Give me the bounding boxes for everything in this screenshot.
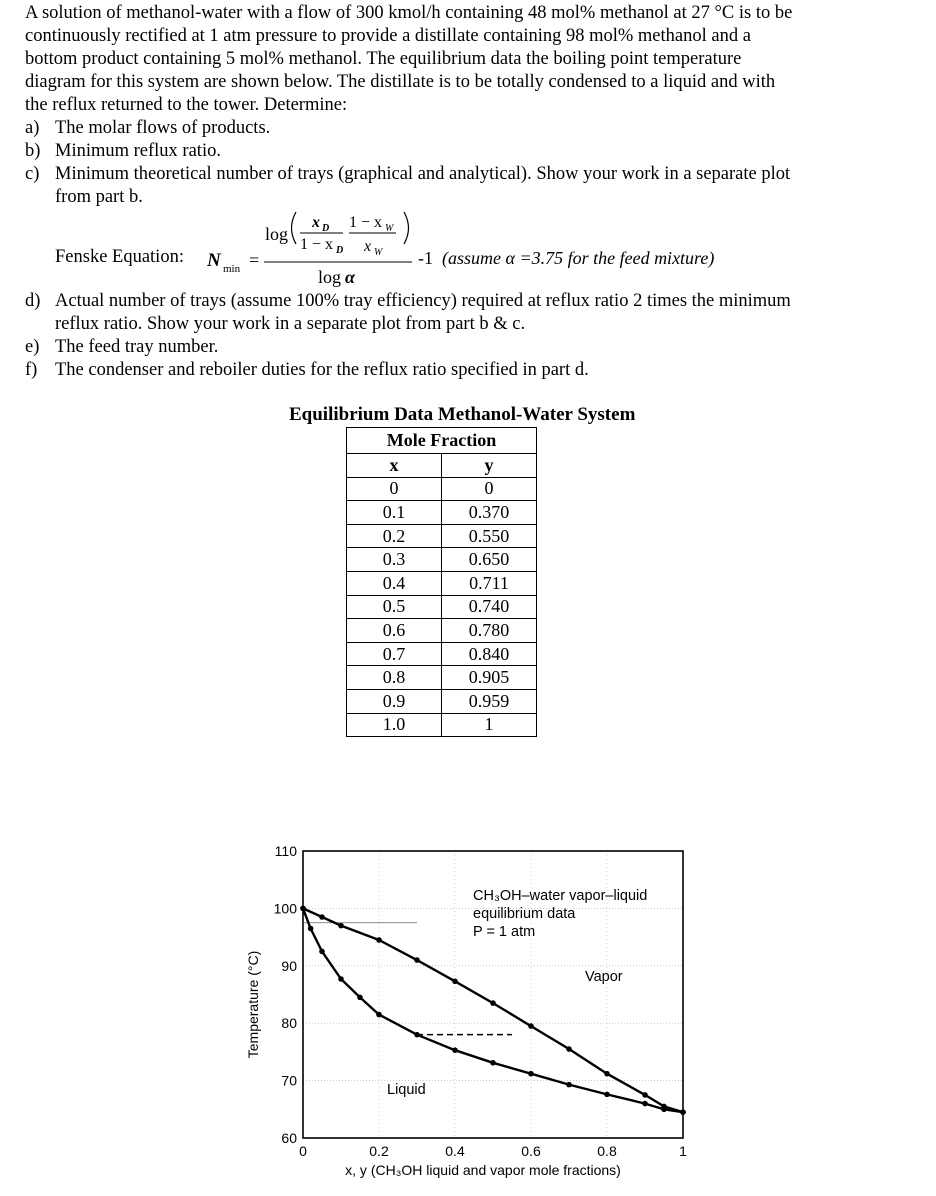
cell-y: 0.959 bbox=[442, 689, 537, 713]
n-sub: min bbox=[223, 263, 241, 275]
vapor-point bbox=[319, 914, 325, 920]
liquid-point bbox=[319, 949, 325, 955]
svg-text:D: D bbox=[336, 245, 344, 256]
intro-line: the reflux returned to the tower. Determine: bbox=[25, 95, 348, 115]
vapor-region-label: Vapor bbox=[585, 969, 623, 985]
cell-x: 0.3 bbox=[347, 548, 442, 572]
table-column-header-row bbox=[347, 454, 537, 478]
chart-annotation: P = 1 atm bbox=[473, 924, 536, 940]
svg-text:W: W bbox=[385, 223, 394, 234]
x-tick-label: 0 bbox=[299, 1143, 307, 1159]
fenske-equation bbox=[0, 0, 936, 300]
vapor-point bbox=[338, 923, 344, 929]
table-row bbox=[347, 642, 537, 666]
intro-line: diagram for this system are shown below. The distillate is to be totally condensed to a liquid and with bbox=[25, 72, 776, 92]
cell-x: 0.1 bbox=[347, 501, 442, 525]
y-tick-label: 110 bbox=[274, 843, 297, 859]
table-row bbox=[347, 595, 537, 619]
svg-text:D: D bbox=[322, 223, 330, 234]
liquid-point bbox=[357, 995, 363, 1001]
cell-y: 0.370 bbox=[442, 501, 537, 525]
cell-y: 0.740 bbox=[442, 595, 537, 619]
cell-y: 0 bbox=[442, 477, 537, 501]
intro-line: continuously rectified at 1 atm pressure to provide a distillate containing 98 mol% methanol and a bbox=[25, 26, 751, 46]
table-row bbox=[347, 689, 537, 713]
cell-y: 0.550 bbox=[442, 524, 537, 548]
question-f: f) The condenser and reboiler duties for the reflux ratio specified in part d. bbox=[25, 360, 589, 380]
question-a: a) The molar flows of products. bbox=[25, 118, 271, 138]
vapor-point bbox=[604, 1071, 610, 1077]
svg-text:W: W bbox=[374, 247, 383, 258]
vapor-point bbox=[566, 1046, 572, 1052]
x-tick-label: 1 bbox=[679, 1143, 687, 1159]
liquid-point bbox=[661, 1107, 667, 1113]
liquid-region-label: Liquid bbox=[387, 1082, 426, 1098]
vle-chart bbox=[230, 830, 700, 1185]
y-tick-label: 80 bbox=[281, 1015, 297, 1032]
cell-x: 1.0 bbox=[347, 713, 442, 737]
table-row bbox=[347, 713, 537, 737]
y-axis-label: Temperature (°C) bbox=[245, 950, 261, 1059]
table-row bbox=[347, 548, 537, 572]
xW-bottom: x bbox=[364, 238, 372, 255]
cell-x: 0.4 bbox=[347, 571, 442, 595]
vapor-point bbox=[414, 957, 420, 963]
table-row bbox=[347, 501, 537, 525]
log-numerator: log bbox=[265, 224, 289, 244]
x-tick-label: 0.4 bbox=[445, 1143, 465, 1159]
equilibrium-table bbox=[346, 427, 537, 737]
column-header-y: y bbox=[442, 454, 537, 478]
x-tick-label: 0.2 bbox=[369, 1143, 389, 1159]
vapor-point bbox=[528, 1023, 534, 1029]
one-minus-xD: 1 − x bbox=[300, 236, 334, 253]
vapor-point bbox=[376, 937, 382, 943]
intro-line: A solution of methanol-water with a flow of 300 kmol/h containing 48 mol% methanol at 27 °C is to be bbox=[25, 3, 793, 23]
left-paren bbox=[292, 212, 297, 244]
liquid-point bbox=[338, 976, 344, 982]
x-axis-label: x, y (CH₃OH liquid and vapor mole fractions) bbox=[345, 1162, 621, 1178]
fenske-note: -1 (assume α =3.75 for the feed mixture) bbox=[418, 248, 715, 268]
xD-top: x bbox=[312, 214, 320, 231]
chart-annotation: CH₃OH–water vapor–liquid bbox=[473, 888, 648, 904]
table-row bbox=[347, 666, 537, 690]
cell-x: 0.2 bbox=[347, 524, 442, 548]
liquid-point bbox=[308, 926, 314, 932]
cell-x: 0.5 bbox=[347, 595, 442, 619]
table-row bbox=[347, 477, 537, 501]
table-title: Equilibrium Data Methanol-Water System bbox=[289, 404, 636, 425]
question-e: e) The feed tray number. bbox=[25, 337, 219, 357]
x-tick-label: 0.8 bbox=[597, 1143, 617, 1159]
y-tick-label: 100 bbox=[273, 900, 297, 917]
questions-bottom bbox=[25, 290, 858, 382]
alpha-symbol: α bbox=[345, 267, 355, 287]
question-c: c) Minimum theoretical number of trays (graphical and analytical). Show your work in a separate plot from part b. bbox=[25, 164, 791, 207]
y-tick-label: 90 bbox=[281, 957, 297, 974]
liquid-point bbox=[376, 1012, 382, 1018]
vapor-point bbox=[642, 1092, 648, 1098]
fenske-label: Fenske Equation: bbox=[55, 247, 184, 267]
cell-y: 0.905 bbox=[442, 666, 537, 690]
table-row bbox=[347, 524, 537, 548]
y-tick-label: 60 bbox=[281, 1130, 297, 1146]
cell-x: 0.6 bbox=[347, 619, 442, 643]
cell-x: 0.7 bbox=[347, 642, 442, 666]
liquid-point bbox=[642, 1101, 648, 1107]
liquid-point bbox=[452, 1047, 458, 1053]
intro-line: bottom product containing 5 mol% methanol. The equilibrium data the boiling point temperature bbox=[25, 49, 742, 69]
liquid-point bbox=[490, 1060, 496, 1066]
right-paren bbox=[404, 212, 409, 244]
cell-y: 0.711 bbox=[442, 571, 537, 595]
chart-annotation: equilibrium data bbox=[473, 906, 576, 922]
vapor-point bbox=[490, 1000, 496, 1006]
question-d: d) Actual number of trays (assume 100% tray efficiency) required at reflux ratio 2 times the minimum reflux ratio. Show your work in a separate plot from part b & c. bbox=[25, 291, 791, 334]
liquid-point bbox=[528, 1071, 534, 1077]
log-denominator: log bbox=[318, 267, 342, 287]
liquid-point bbox=[680, 1109, 686, 1115]
liquid-point bbox=[604, 1092, 610, 1098]
cell-y: 0.780 bbox=[442, 619, 537, 643]
cell-x: 0 bbox=[347, 477, 442, 501]
mole-fraction-header: Mole Fraction bbox=[347, 428, 537, 454]
cell-y: 0.840 bbox=[442, 642, 537, 666]
equals-sign: = bbox=[249, 250, 260, 270]
cell-y: 1 bbox=[442, 713, 537, 737]
cell-y: 0.650 bbox=[442, 548, 537, 572]
cell-x: 0.9 bbox=[347, 689, 442, 713]
liquid-point bbox=[414, 1032, 420, 1038]
liquid-point bbox=[566, 1082, 572, 1088]
vapor-point bbox=[452, 978, 458, 984]
x-tick-label: 0.6 bbox=[521, 1143, 541, 1159]
table-row bbox=[347, 571, 537, 595]
column-header-x: x bbox=[347, 454, 442, 478]
table-row bbox=[347, 619, 537, 643]
question-b: b) Minimum reflux ratio. bbox=[25, 141, 221, 161]
cell-x: 0.8 bbox=[347, 666, 442, 690]
n-symbol: N bbox=[207, 250, 221, 271]
liquid-point bbox=[300, 906, 306, 912]
y-tick-label: 70 bbox=[281, 1072, 297, 1089]
one-minus-xW: 1 − x bbox=[349, 214, 383, 231]
